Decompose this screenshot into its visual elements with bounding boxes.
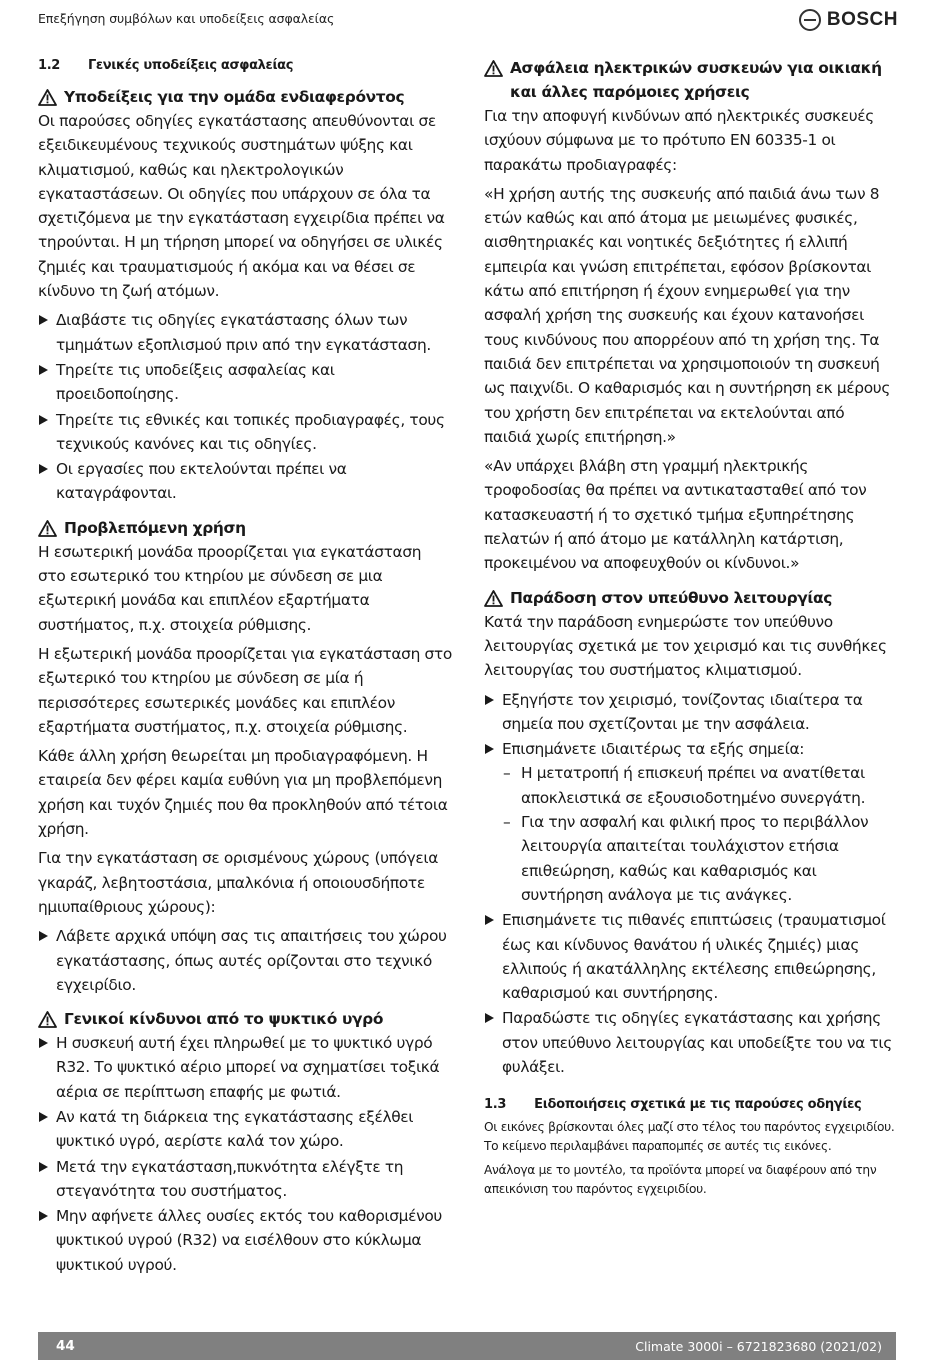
- bosch-armature-icon: [799, 9, 821, 31]
- list-item: Αν κατά τη διάρκεια της εγκατάστασης εξέλθει ψυκτικό υγρό, αερίστε καλά τον χώρο.: [38, 1105, 453, 1154]
- bullet-list: [484, 688, 896, 1080]
- list-item: Μετά την εγκατάσταση,πυκνότητα ελέγξτε τη στεγανότητα του συστήματος.: [38, 1155, 453, 1204]
- subsection-title-text: Γενικοί κίνδυνοι από το ψυκτικό υγρό: [64, 1010, 384, 1029]
- target-group-section: [38, 85, 453, 506]
- handover-section: [484, 586, 896, 1080]
- subsection-title-text: Παράδοση στον υπεύθυνο λειτουργίας: [510, 588, 833, 607]
- subsection-title: [38, 85, 453, 109]
- section-number: 1.3: [484, 1097, 507, 1113]
- page-footer: [38, 1332, 896, 1360]
- paragraph: Οι εικόνες βρίσκονται όλες μαζί στο τέλος του παρόντος εγχειριδίου. Το κείμενο περιλαμβάνει παραπομπές σε αυτές τις εικόνες.: [484, 1120, 895, 1153]
- paragraph: Ανάλογα με το μοντέλο, τα προϊόντα μπορεί να διαφέρουν από την απεικόνιση του παρόντος εγχειριδίου.: [484, 1163, 877, 1196]
- subsection-title-text: Προβλεπόμενη χρήση: [64, 518, 246, 537]
- list-item: Οι εργασίες που εκτελούνται πρέπει να καταγράφονται.: [38, 457, 453, 506]
- paragraph: Για την εγκατάσταση σε ορισμένους χώρους (υπόγεια γκαράζ, λεβητοστάσια, μπαλκόνια ή οποιουσδήποτε ημιυπαίθριους χώρους):: [38, 849, 439, 916]
- paragraph: «Αν υπάρχει βλάβη στη γραμμή ηλεκτρικής τροφοδοσίας θα πρέπει να αντικατασταθεί από τον κατασκευαστή ή το σχετικό τμήμα εξυπηρέτησης πελατών ή από άτομο με κατάλληλη κατάρτιση, προκειμένου να αποφευχθούν οι κίνδυνοι.»: [484, 457, 867, 573]
- list-item-text: Επισημάνετε ιδιαιτέρως τα εξής σημεία:: [502, 740, 805, 759]
- bullet-list: [38, 1031, 453, 1277]
- bullet-list: [38, 924, 453, 997]
- warning-triangle-icon: [38, 516, 58, 540]
- subsection-title: [484, 586, 896, 610]
- subsection-title-text: Ασφάλεια ηλεκτρικών συσκευών για οικιακή και άλλες παρόμοιες χρήσεις: [510, 59, 882, 101]
- list-item: Μην αφήνετε άλλες ουσίες εκτός του καθορισμένου ψυκτικού υγρού (R32) να εισέλθουν στο κύκλωμα ψυκτικού υγρού.: [38, 1204, 453, 1277]
- subsection-title-text: Υποδείξεις για την ομάδα ενδιαφερόντος: [64, 88, 405, 106]
- right-column: [484, 56, 896, 1208]
- warning-triangle-icon: [38, 1007, 58, 1031]
- page-number: 44: [56, 1338, 75, 1354]
- intended-use-section: [38, 516, 453, 997]
- electrical-safety-section: [484, 56, 896, 576]
- section-title: Ειδοποιήσεις σχετικά με τις παρούσες οδηγίες: [534, 1097, 862, 1113]
- list-item: Παραδώστε τις οδηγίες εγκατάστασης και χρήσης στον υπεύθυνο λειτουργίας και υποδείξτε του να τις φυλάξει.: [484, 1006, 896, 1079]
- list-item: Λάβετε αρχικά υπόψη σας τις απαιτήσεις του χώρου εγκατάστασης, όπως αυτές ορίζονται στο τεχνικό εγχειρίδιο.: [38, 924, 453, 997]
- document-reference: Climate 3000i – 6721823680 (2021/02): [635, 1338, 882, 1354]
- left-column: [38, 56, 453, 1287]
- warning-triangle-icon: [38, 85, 58, 109]
- section-title: Γενικές υποδείξεις ασφαλείας: [87, 58, 294, 73]
- subsection-title: [38, 1007, 453, 1031]
- subsection-title: [38, 516, 453, 540]
- logo-text: BOSCH: [826, 9, 898, 30]
- bosch-logo: [799, 7, 898, 33]
- paragraph: Η εσωτερική μονάδα προορίζεται για εγκατάσταση στο εσωτερικό του κτηρίου με σύνδεση σε μια εξωτερική μονάδα και επιπλέον εξαρτήματα συστήματος, π.χ. στοιχεία ρύθμισης.: [38, 542, 422, 634]
- list-item: Διαβάστε τις οδηγίες εγκατάστασης όλων των τμημάτων εξοπλισμού πριν από την εγκατάσταση.: [38, 308, 453, 357]
- paragraph: Για την αποφυγή κινδύνων από ηλεκτρικές συσκευές ισχύουν σύμφωνα με το πρότυπο EN 60335-1 οι παρακάτω προδιαγραφές:: [484, 107, 874, 174]
- warning-triangle-icon: [484, 56, 504, 80]
- refrigerant-hazards-section: [38, 1007, 453, 1277]
- paragraph: «Η χρήση αυτής της συσκευής από παιδιά άνω των 8 ετών καθώς και από άτομα με μειωμένες φυσικές, αισθητηριακές και νοητικές δεξιότητες ή ελλιπή εμπειρία και γνώση επιτρέπεται, εφόσον βρίσκονται κάτω από επιτήρηση ή έχουν ενημερωθεί για την ασφαλή χρήση της συσκευής και έχουν κατανοήσει τους κινδύνους που απορρέουν από τη χρήση της. Τα παιδιά δεν επιτρέπεται να χρησιμοποιούν τη συσκευή ως παιχνίδι. Ο καθαρισμός και η συντήρηση εκ μέρους του χρήστη δεν επιτρέπεται να εκτελούνται από παιδιά χωρίς επιτήρηση.»: [484, 184, 891, 446]
- section-heading-1-3: [484, 1095, 896, 1115]
- list-item: Τηρείτε τις εθνικές και τοπικές προδιαγραφές, τους τεχνικούς κανόνες και τις οδηγίες.: [38, 408, 453, 457]
- list-item: Εξηγήστε τον χειρισμό, τονίζοντας ιδιαίτερα τα σημεία που σχετίζονται με την ασφάλεια.: [484, 688, 896, 737]
- dash-item: – Για την ασφαλή και φιλική προς το περιβάλλον λειτουργία απαιτείται τουλάχιστον ετήσια επιθεώρηση, καθώς και καθαρισμός και συντήρηση ανάλογα με τις ανάγκες.: [502, 810, 896, 907]
- list-item: Τηρείτε τις υποδείξεις ασφαλείας και προειδοποίησης.: [38, 358, 453, 407]
- paragraph: Οι παρούσες οδηγίες εγκατάστασης απευθύνονται σε εξειδικευμένους τεχνικούς συστημάτων ψύξης και κλιματισμού, καθώς και ηλεκτρολογικών εγκαταστάσεων. Οι οδηγίες που υπάρχουν σε όλα τα σχετιζόμενα με την εγκατάσταση εγχειρίδια πρέπει να τηρούνται. Η μη τήρηση μπορεί να οδηγήσει σε υλικές ζημιές και τραυματισμούς ή ακόμα και να θέσει σε κίνδυνο τη ζωή ατόμων.: [38, 112, 445, 301]
- list-item: Η συσκευή αυτή έχει πληρωθεί με το ψυκτικό υγρό R32. Το ψυκτικό αέριο μπορεί να σχηματίσει τοξικά αέρια σε περίπτωση επαφής με φωτιά.: [38, 1031, 453, 1104]
- subsection-title: [484, 56, 896, 104]
- warning-triangle-icon: [484, 586, 504, 610]
- bullet-list: [38, 308, 453, 505]
- paragraph: Κάθε άλλη χρήση θεωρείται μη προδιαγραφόμενη. Η εταιρεία δεν φέρει καμία ευθύνη για μη προβλεπόμενη χρήση και τυχόν ζημιές που θα προκληθούν από τέτοια χρήση.: [38, 747, 448, 839]
- section-number: 1.2: [38, 58, 60, 73]
- list-item: [484, 737, 896, 907]
- running-header: Επεξήγηση συμβόλων και υποδείξεις ασφαλείας: [38, 11, 335, 26]
- list-item: Επισημάνετε τις πιθανές επιπτώσεις (τραυματισμοί έως και κίνδυνος θανάτου ή υλικές ζημιές) μιας ελλιπούς ή ακατάλληλης εκτέλεσης επιθεώρησης, καθαρισμού και συντήρησης.: [484, 908, 896, 1005]
- paragraph: Κατά την παράδοση ενημερώστε τον υπεύθυνο λειτουργίας σχετικά με τον χειρισμό και τις συνθήκες λειτουργίας του συστήματος κλιματισμού.: [484, 612, 887, 680]
- dash-list: [502, 761, 896, 907]
- section-1-3: [484, 1095, 896, 1198]
- dash-item: – Η μετατροπή ή επισκευή πρέπει να ανατίθεται αποκλειστικά σε εξουσιοδοτημένο συνεργάτη.: [502, 761, 896, 810]
- section-heading-1-2: [38, 56, 453, 76]
- paragraph: Η εξωτερική μονάδα προορίζεται για εγκατάσταση στο εξωτερικό του κτηρίου με σύνδεση σε μία ή περισσότερες εσωτερικές μονάδες και επιπλέον εξαρτήματα συστήματος, π.χ. στοιχεία ρύθμισης.: [38, 644, 452, 736]
